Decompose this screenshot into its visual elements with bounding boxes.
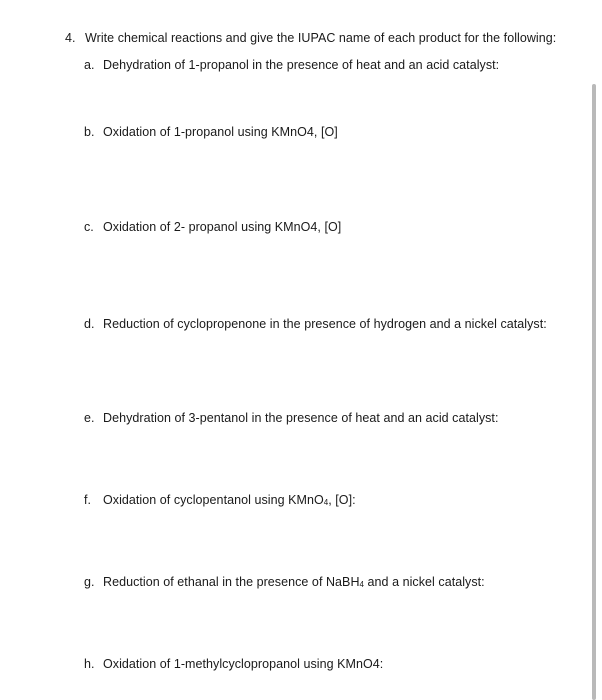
- item-text: Oxidation of cyclopentanol using KMnO: [103, 493, 324, 507]
- item-subscript: 4: [323, 498, 329, 507]
- item-a: [84, 58, 499, 72]
- item-letter: e.: [84, 411, 95, 425]
- question-text: Write chemical reactions and give the IUPAC name of each product for the following:: [85, 31, 557, 45]
- item-b: [84, 125, 338, 139]
- item-text: Oxidation of 1-propanol using KMnO4, [O]: [103, 125, 338, 139]
- item-text: Dehydration of 3-pentanol in the presence of heat and an acid catalyst:: [103, 411, 499, 425]
- vertical-scrollbar[interactable]: [592, 84, 596, 700]
- item-e: [84, 411, 498, 425]
- item-text: Reduction of cyclopropenone in the presence of hydrogen and a nickel catalyst:: [103, 317, 547, 331]
- item-text: Dehydration of 1-propanol in the presence of heat and an acid catalyst:: [103, 58, 500, 72]
- item-letter: h.: [84, 657, 95, 671]
- item-text-post: and a nickel catalyst:: [364, 575, 485, 589]
- item-text: Reduction of ethanal in the presence of NaBH: [103, 575, 360, 589]
- item-letter: d.: [84, 317, 95, 331]
- item-d: [84, 317, 547, 331]
- item-text: Oxidation of 1-methylcyclopropanol using KMnO4:: [103, 657, 384, 671]
- item-letter: g.: [84, 575, 95, 589]
- item-letter: f.: [84, 493, 92, 507]
- item-letter: c.: [84, 220, 94, 234]
- question-heading: [65, 31, 556, 45]
- item-h: [84, 657, 383, 671]
- item-f: [84, 493, 356, 507]
- item-subscript: 4: [359, 580, 365, 589]
- item-text: Oxidation of 2- propanol using KMnO4, [O]: [103, 220, 342, 234]
- item-g: [84, 575, 485, 589]
- item-c: [84, 220, 341, 234]
- item-letter: b.: [84, 125, 95, 139]
- item-letter: a.: [84, 58, 95, 72]
- question-number: 4.: [65, 31, 76, 45]
- item-text-post: , [O]:: [328, 493, 356, 507]
